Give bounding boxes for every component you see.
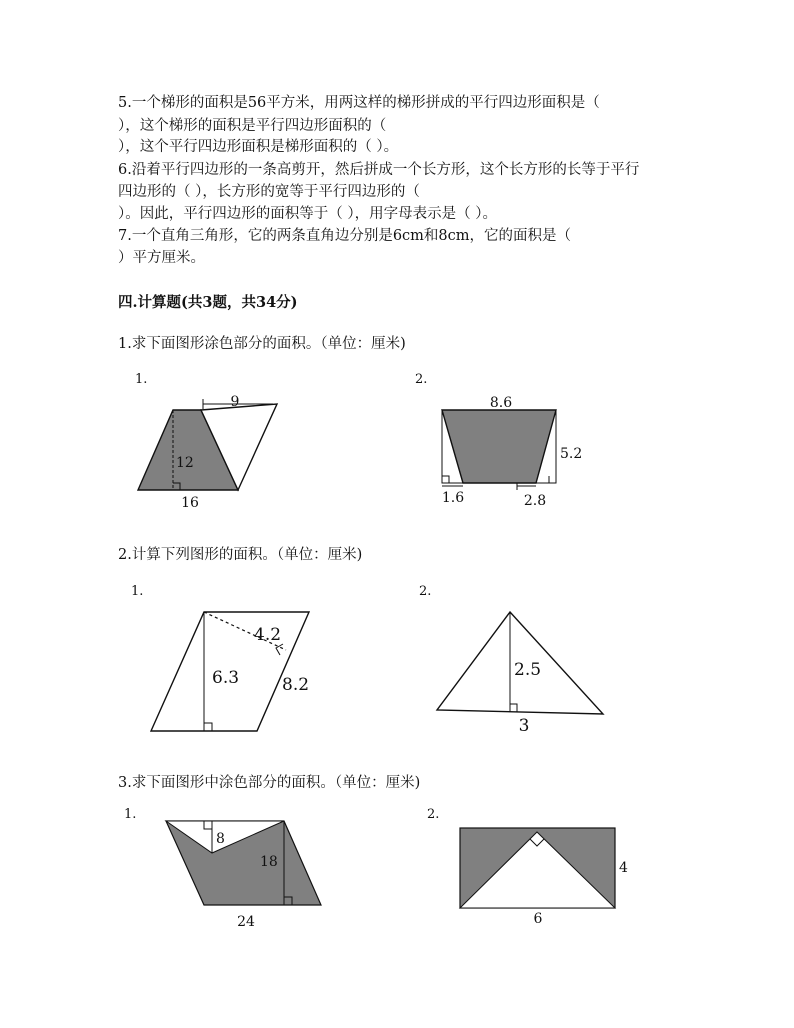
q2-fig2-number: 2. <box>419 584 432 599</box>
label-base: 3 <box>518 716 530 736</box>
label-a: 4.2 <box>254 625 282 645</box>
q2-fig2-diagram <box>437 612 603 736</box>
shaded-trapezoid <box>442 410 556 483</box>
label-base: 6 <box>533 911 543 927</box>
q2-fig1-number: 1. <box>131 584 144 599</box>
q3-fig1-number: 1. <box>124 807 137 822</box>
fill-line-2: ），这个梯形的面积是平行四边形面积的（ <box>118 118 387 134</box>
question-2-title: 2.计算下列图形的面积。（单位：厘米) <box>118 547 363 563</box>
section-title: 四.计算题(共3题，共34分) <box>118 294 298 311</box>
label-right: 2.8 <box>523 493 547 509</box>
q2-fig1-diagram <box>151 612 309 731</box>
question-3-title: 3.求下面图形中涂色部分的面积。（单位：厘米) <box>118 775 421 791</box>
q1-fig2-diagram <box>442 395 582 509</box>
label-base: 24 <box>237 914 255 930</box>
question-1-title: 1.求下面图形涂色部分的面积。（单位：厘米) <box>118 336 406 352</box>
fill-line-6: ）。因此，平行四边形的面积等于（ ），用字母表示是（ ）。 <box>118 206 497 222</box>
label-height: 2.5 <box>514 660 542 680</box>
label-top: 8.6 <box>489 395 513 411</box>
q1-fig1-number: 1. <box>135 372 148 387</box>
fill-line-5: 四边形的（ ），长方形的宽等于平行四边形的（ <box>118 184 420 200</box>
q3-fig2-number: 2. <box>427 807 440 822</box>
label-height: 4 <box>619 860 628 876</box>
fill-line-1: 5.一个梯形的面积是56平方米，用两这样的梯形拼成的平行四边形面积是（ <box>118 95 600 111</box>
q1-fig2-number: 2. <box>415 372 428 387</box>
fill-line-7: 7.一个直角三角形，它的两条直角边分别是6cm和8cm，它的面积是（ <box>118 228 572 244</box>
label-base: 16 <box>181 495 199 511</box>
q1-fig1-diagram <box>138 394 277 511</box>
fill-line-8: ）平方厘米。 <box>118 250 205 266</box>
label-height: 12 <box>176 455 194 471</box>
label-left: 1.6 <box>441 490 465 506</box>
q3-fig2-diagram <box>460 828 628 927</box>
label-b: 6.3 <box>212 668 240 688</box>
q3-fig1-diagram <box>166 821 321 930</box>
label-inner: 8 <box>216 831 225 847</box>
fill-line-3: ），这个平行四边形面积是梯形面积的（ ）。 <box>118 139 399 155</box>
label-height: 5.2 <box>560 446 583 462</box>
label-height: 18 <box>260 854 278 870</box>
label-top: 9 <box>230 394 240 410</box>
label-c: 8.2 <box>282 675 310 695</box>
fill-line-4: 6.沿着平行四边形的一条高剪开，然后拼成一个长方形，这个长方形的长等于平行 <box>118 162 640 178</box>
